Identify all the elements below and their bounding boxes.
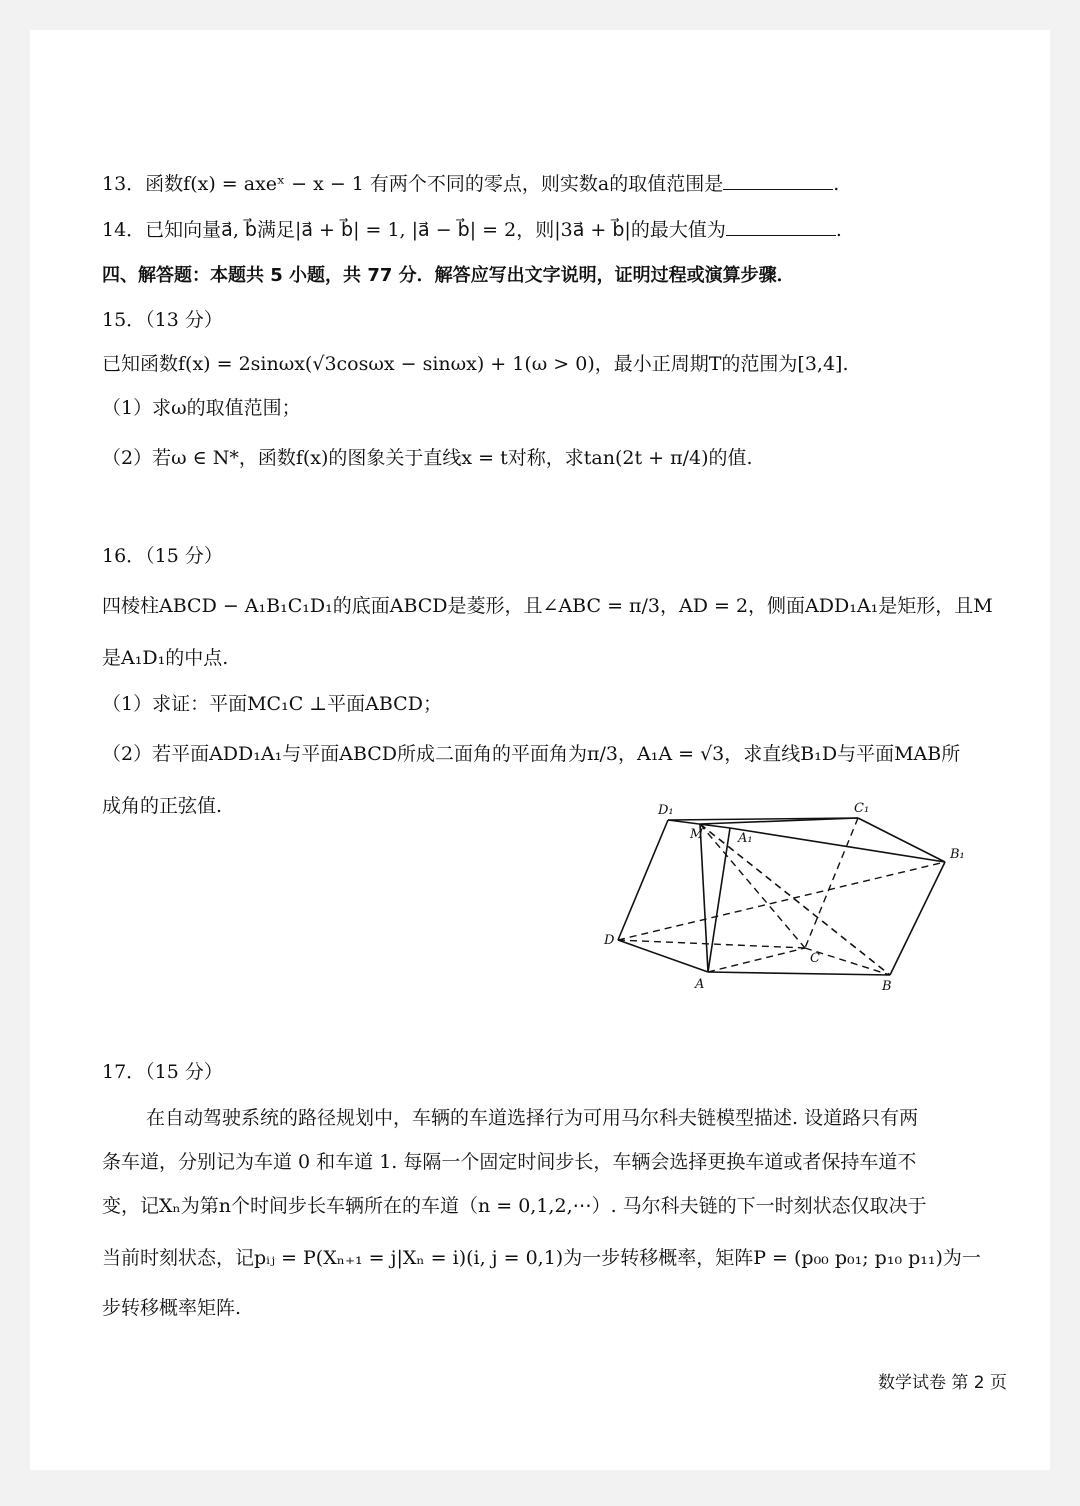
problem-16-stem-line-1: 四棱柱ABCD − A₁B₁C₁D₁的底面ABCD是菱形，且∠ABC = π/3，AD = 2，侧面ADD₁A₁是矩形，且M — [102, 595, 993, 617]
problem-16-part-2-line-2: 成角的正弦值. — [102, 795, 223, 817]
label-c1: C₁ — [854, 801, 870, 816]
problem-15-part-1: （1）求ω的取值范围； — [102, 397, 301, 419]
solid-edges — [618, 818, 945, 975]
page-footer: 数学试卷 第 2 页 — [878, 1373, 1008, 1393]
problem-15-stem: 已知函数f(x) = 2sinωx(√3cosωx − sinωx) + 1(ω > 0)，最小正周期T的范围为[3,4]. — [102, 353, 849, 375]
problem-14-end: . — [835, 219, 842, 241]
problem-16-part-1: （1）求证：平面MC₁C ⊥平面ABCD； — [102, 693, 442, 715]
problem-17-line-4: 当前时刻状态，记pᵢⱼ = P(Xₙ₊₁ = j|Xₙ = i)(i, j = 0,1)为一步转移概率，矩阵P = (p₀₀ p₀₁; p₁₀ p₁₁)为一 — [102, 1247, 981, 1269]
problem-13-end: . — [833, 173, 840, 195]
exam-page — [30, 30, 1050, 1470]
problem-14-text: 14．已知向量a⃗, b⃗满足|a⃗ + b⃗| = 1, |a⃗ − b⃗| = 2，则|3a⃗ + b⃗|的最大值为 — [102, 219, 726, 241]
problem-17-line-1: 在自动驾驶系统的路径规划中，车辆的车道选择行为可用马尔科夫链模型描述. 设道路只有两 — [146, 1107, 919, 1129]
problem-13 — [102, 170, 839, 198]
label-m: M — [690, 827, 704, 842]
edge-ma — [700, 824, 708, 972]
problem-16-part-2-line-1: （2）若平面ADD₁A₁与平面ABCD所成二面角的平面角为π/3，A₁A = √3，求直线B₁D与平面MAB所 — [102, 743, 961, 765]
problem-15-part-2: （2）若ω ∈ N*，函数f(x)的图象关于直线x = t对称，求tan(2t + π/4)的值. — [102, 447, 753, 469]
problem-16-stem-line-2: 是A₁D₁的中点. — [102, 647, 229, 669]
label-c: C — [810, 951, 820, 966]
label-b: B — [882, 979, 892, 994]
edge-a1a — [708, 828, 730, 972]
answer-blank-14[interactable] — [726, 217, 836, 236]
label-a: A — [695, 977, 705, 992]
problem-17-line-5: 步转移概率矩阵. — [102, 1297, 242, 1319]
label-d1: D₁ — [658, 803, 674, 818]
edge-db1 — [618, 862, 945, 940]
edge-mb-hidden — [700, 824, 890, 975]
edge-bb1 — [890, 862, 945, 975]
edge-da — [618, 940, 708, 972]
edge-c1c — [805, 818, 858, 948]
problem-14 — [102, 216, 842, 244]
label-d: D — [604, 933, 615, 948]
hidden-edges — [618, 818, 945, 975]
problem-15-header: 15．（13 分） — [102, 309, 223, 331]
edge-ac — [708, 948, 805, 972]
edge-d1d — [618, 820, 668, 940]
label-b1: B₁ — [950, 847, 965, 862]
prism-figure — [600, 801, 980, 1040]
label-a1: A₁ — [738, 831, 753, 846]
answer-blank-13[interactable] — [723, 171, 833, 190]
section-heading: 四、解答题：本题共 5 小题，共 77 分．解答应写出文字说明，证明过程或演算步骤． — [102, 265, 795, 286]
problem-17-line-2: 条车道，分别记为车道 0 和车道 1. 每隔一个固定时间步长，车辆会选择更换车道或者保持车道不 — [102, 1151, 917, 1173]
problem-17-line-3: 变，记Xₙ为第n个时间步长车辆所在的车道（n = 0,1,2,⋯）. 马尔科夫链的下一时刻状态仅取决于 — [102, 1195, 927, 1217]
problem-13-text: 13．函数f(x) = axeˣ − x − 1 有两个不同的零点，则实数a的取值范围是 — [102, 173, 724, 195]
problem-16-header: 16．（15 分） — [102, 545, 223, 567]
problem-17-header: 17．（15 分） — [102, 1061, 223, 1083]
edge-ab — [708, 972, 890, 975]
